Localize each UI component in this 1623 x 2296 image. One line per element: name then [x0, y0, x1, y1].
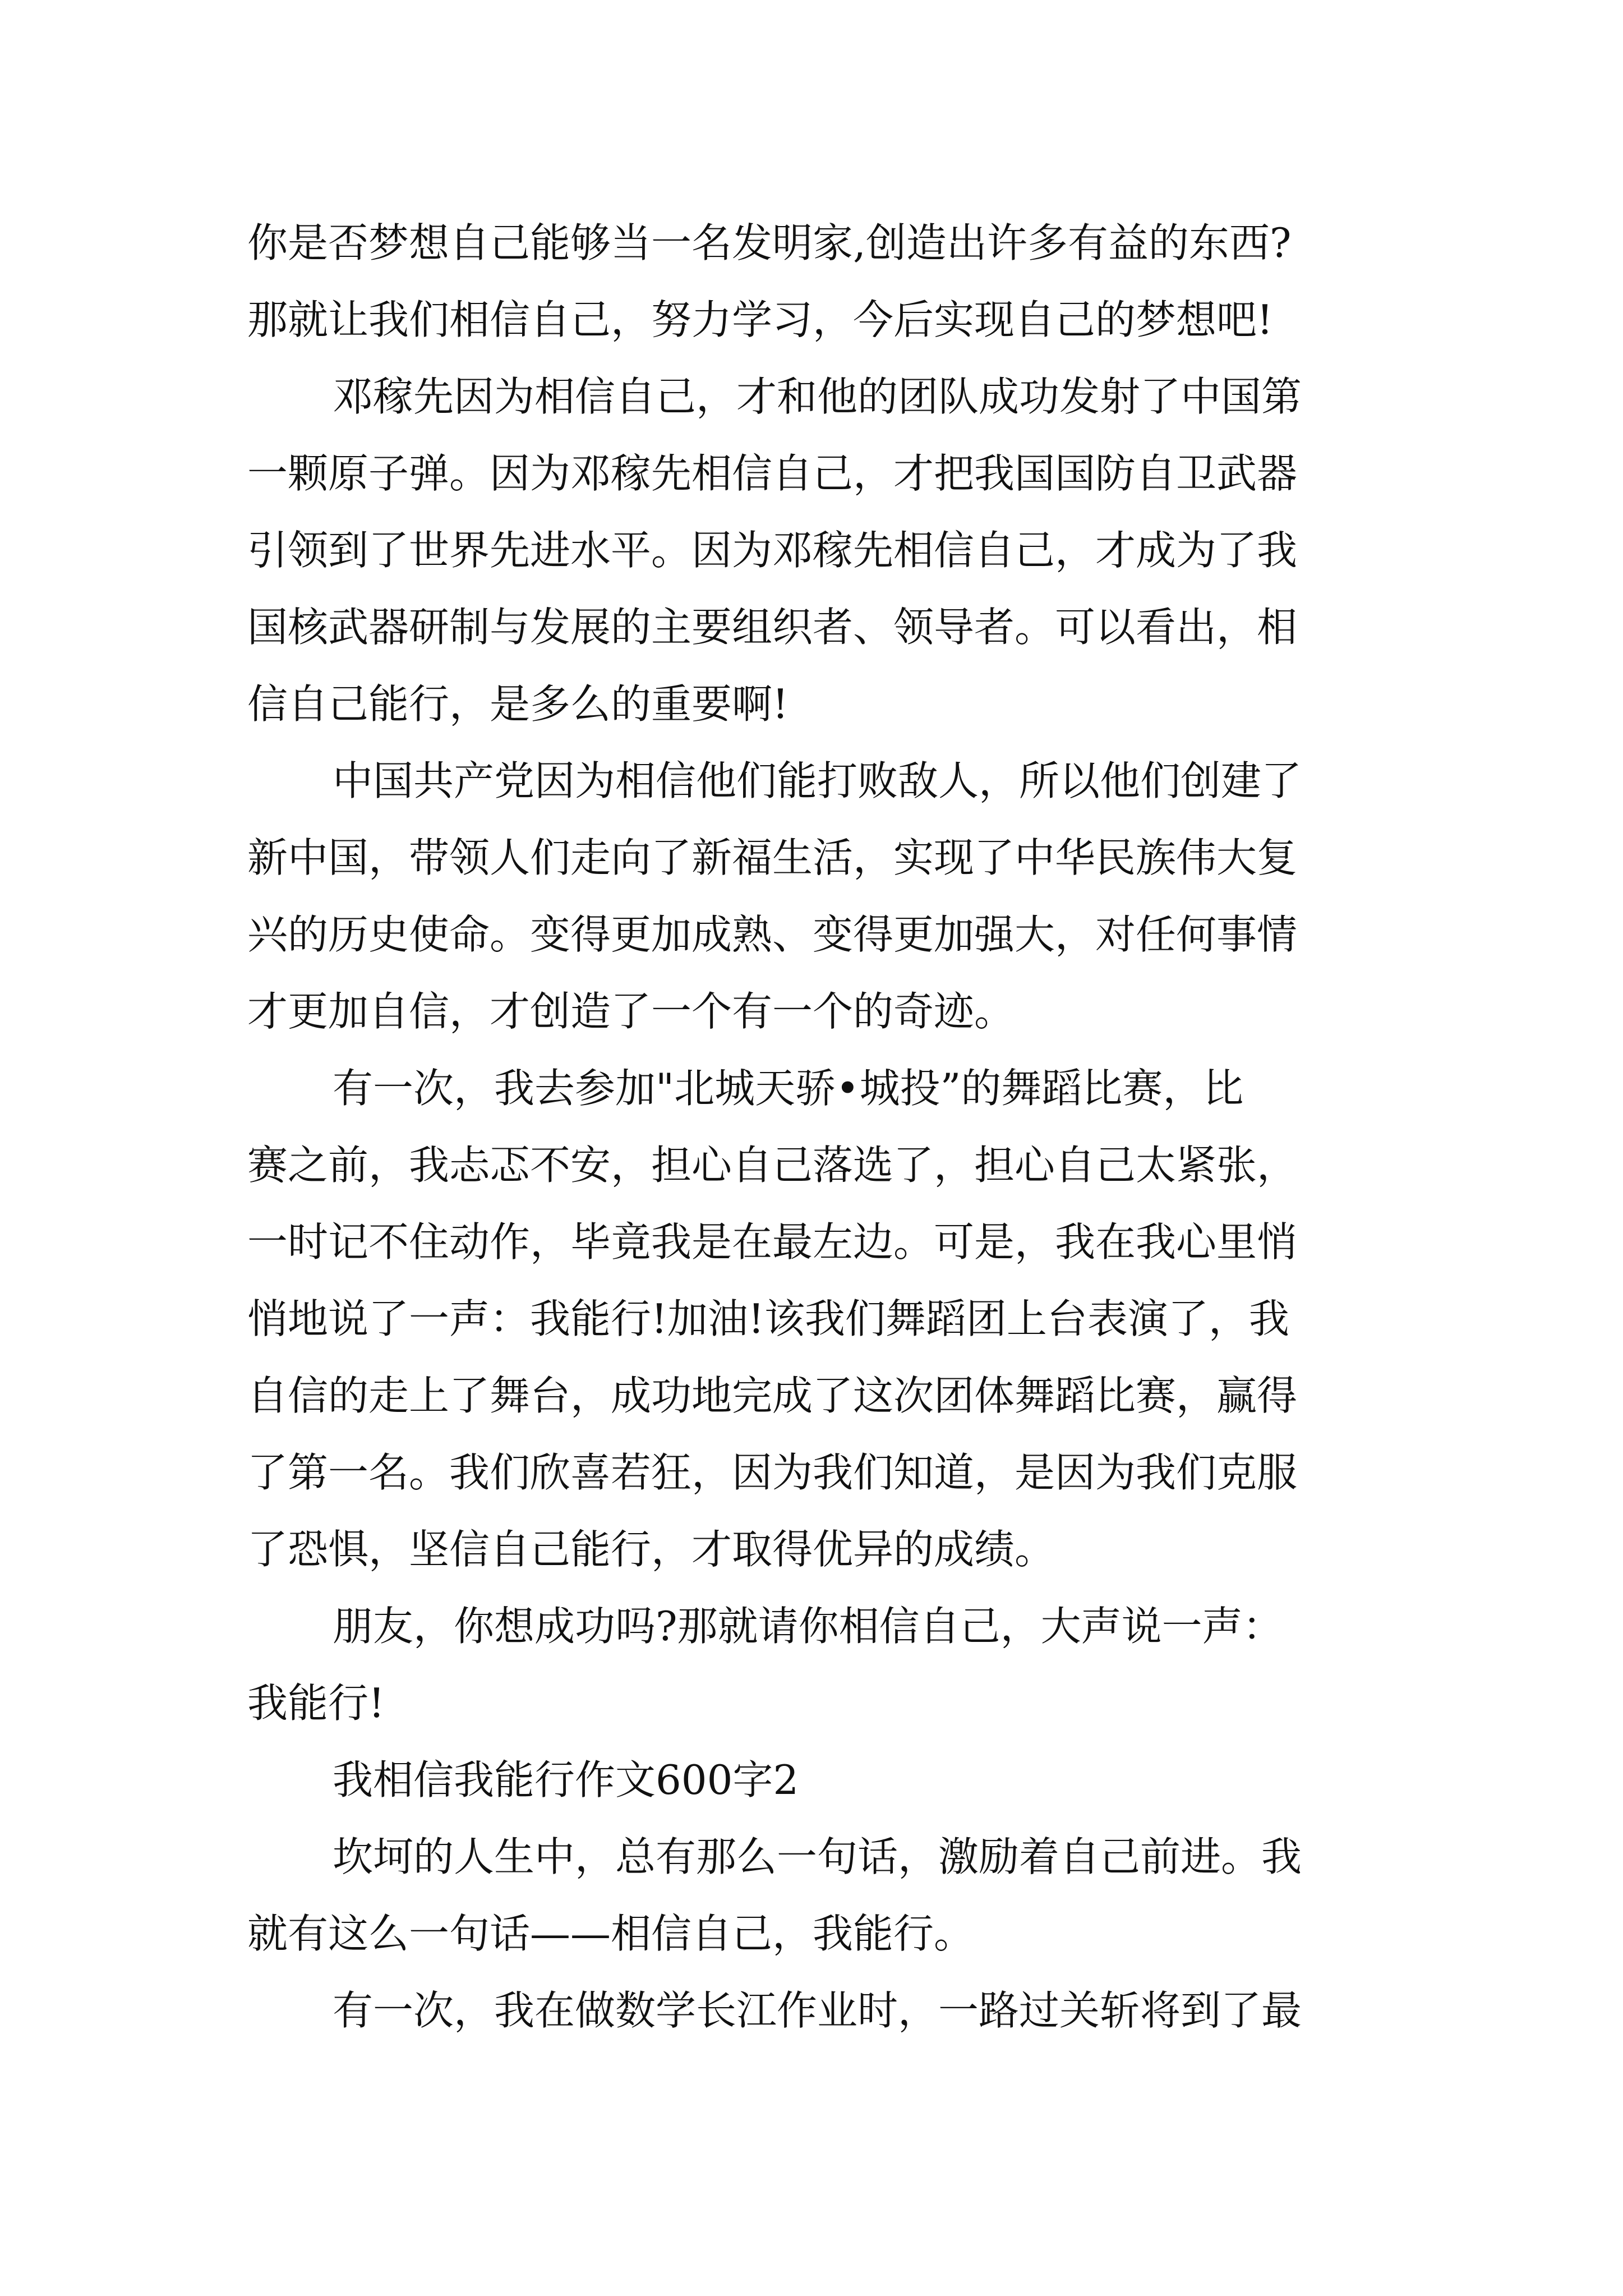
text-line: 你是否梦想自己能够当一名发明家,创造出许多有益的东西?	[247, 219, 1292, 266]
text-line: 才更加自信，才创造了一个有一个的奇迹。	[247, 988, 1015, 1035]
text-line: 新中国，带领人们走向了新福生活，实现了中华民族伟大复	[247, 834, 1298, 881]
text-line: 一颗原子弹。因为邓稼先相信自己，才把我国国防自卫武器	[247, 450, 1298, 497]
text-line: 一时记不住动作，毕竟我是在最左边。可是，我在我心里悄	[247, 1218, 1298, 1266]
text-line: 自信的走上了舞台，成功地完成了这次团体舞蹈比赛，赢得	[247, 1372, 1298, 1419]
document-body	[247, 205, 1379, 2049]
text-line: 那就让我们相信自己，努力学习，今后实现自己的梦想吧!	[247, 296, 1273, 343]
text-line: 我相信我能行作文600字2	[333, 1756, 799, 1803]
text-line: 坎坷的人生中，总有那么一句话，激励着自己前进。我	[333, 1833, 1302, 1880]
text-line: 了第一名。我们欣喜若狂，因为我们知道，是因为我们克服	[247, 1449, 1298, 1496]
text-line: 信自己能行，是多么的重要啊!	[247, 680, 789, 728]
text-line: 中国共产党因为相信他们能打败敌人，所以他们创建了	[333, 757, 1302, 804]
text-line: 有一次，我在做数学长江作业时，一路过关斩将到了最	[333, 1987, 1302, 2034]
text-line: 就有这么一句话——相信自己，我能行。	[247, 1910, 975, 1957]
text-line: 我能行!	[247, 1680, 385, 1727]
text-line: 邓稼先因为相信自己，才和他的团队成功发射了中国第	[333, 373, 1302, 420]
text-line: 朋友，你想成功吗?那就请你相信自己，大声说一声：	[333, 1603, 1283, 1650]
text-line: 有一次，我去参加"北城天骄•城投”的舞蹈比赛，比	[333, 1065, 1244, 1112]
text-line: 国核武器研制与发展的主要组织者、领导者。可以看出，相	[247, 604, 1298, 651]
text-line: 悄地说了一声：我能行!加油!该我们舞蹈团上台表演了，我	[247, 1295, 1289, 1342]
text-line: 了恐惧，坚信自己能行，才取得优异的成绩。	[247, 1526, 1055, 1573]
text-line: 兴的历史使命。变得更加成熟、变得更加强大，对任何事情	[247, 911, 1298, 958]
text-line: 引领到了世界先进水平。因为邓稼先相信自己，才成为了我	[247, 527, 1298, 574]
text-line: 赛之前，我忐忑不安，担心自己落选了，担心自己太紧张，	[247, 1142, 1298, 1189]
